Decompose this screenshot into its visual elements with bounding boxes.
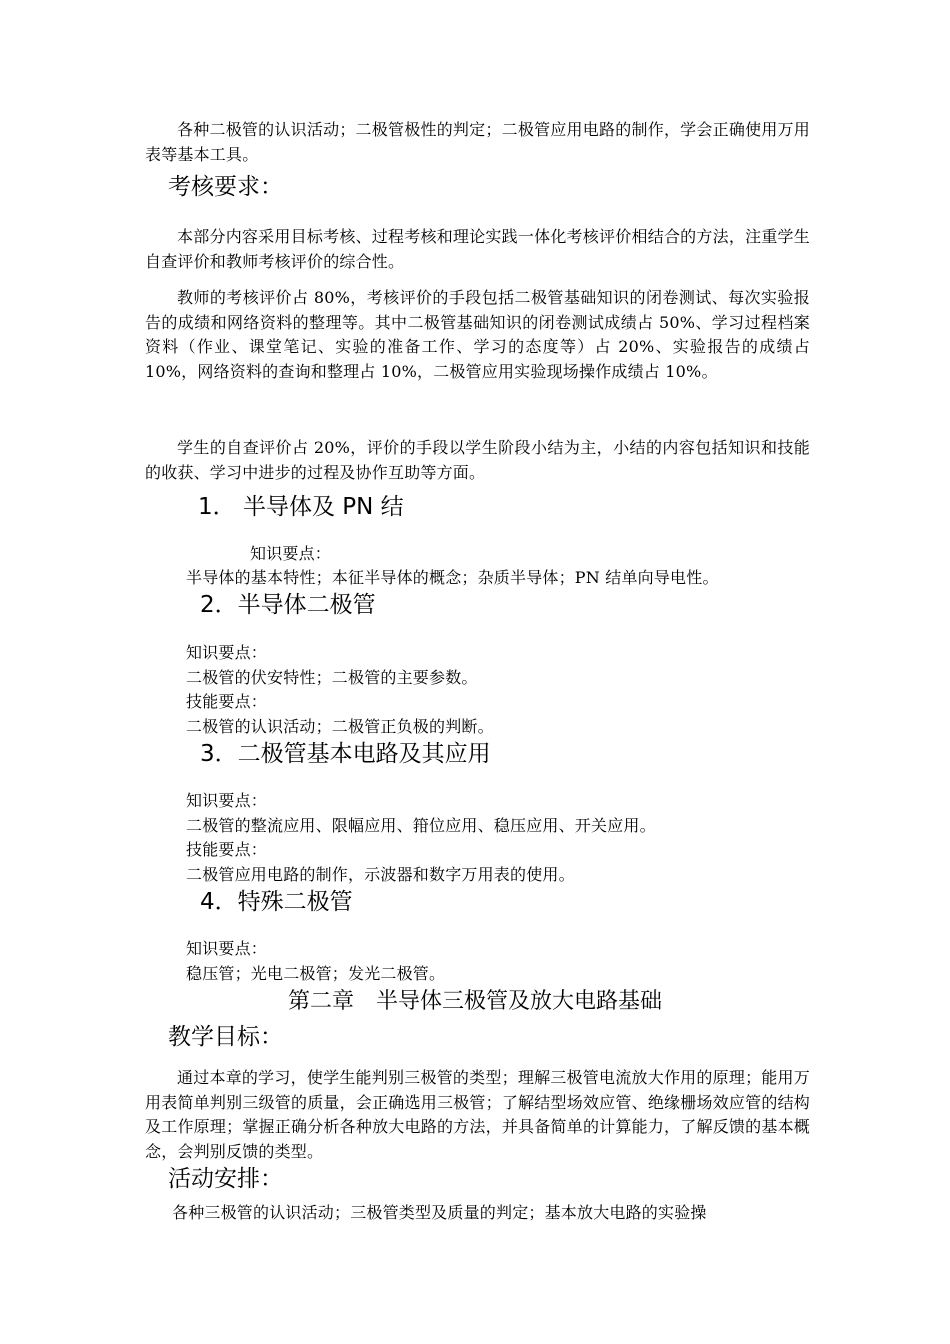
section-3-skill-text: 二极管应用电路的制作，示波器和数字万用表的使用。 [186,865,575,884]
section-2-knowledge-text: 二极管的伏安特性；二极管的主要参数。 [186,668,478,687]
activity-paragraph-2: 各种三极管的认识活动；三极管类型及质量的判定；基本放大电路的实验操 [172,1203,707,1222]
teaching-goals-paragraph: 通过本章的学习，使学生能判别三极管的类型；理解三极管电流放大作用的原理；能用万用表简单判别三级管的质量，会正确选用三极管；了解结型场效应管、绝缘栅场效应管的结构及工作原理；掌握正确分析各种放大电路的方法，并具备简单的计算能力，了解反馈的基本概念，会判别反馈的类型。 [145,1068,810,1161]
section-3-knowledge-label: 知识要点： [186,791,268,810]
section-3-knowledge-text: 二极管的整流应用、限幅应用、箝位应用、稳压应用、开关应用。 [186,816,656,835]
section-4-heading: 4．特殊二极管 [200,889,353,915]
section-3-skill-label: 技能要点： [186,840,268,859]
activity-heading: 活动安排： [168,1166,283,1192]
section-1-heading: 1． 半导体及 PN 结 [198,494,404,520]
section-2-skill-label: 技能要点： [186,692,268,711]
section-2-knowledge-label: 知识要点： [186,643,268,662]
section-4-knowledge-text: 稳压管；光电二极管；发光二极管。 [186,964,446,983]
activity-paragraph-1: 各种二极管的认识活动；二极管极性的判定；二极管应用电路的制作，学会正确使用万用表等基本工具。 [145,120,810,164]
section-1-knowledge-label: 知识要点： [250,544,332,563]
assessment-heading: 考核要求： [168,174,283,200]
section-2-skill-text: 二极管的认识活动；二极管正负极的判断。 [186,717,494,736]
section-4-knowledge-label: 知识要点： [186,939,268,958]
assessment-paragraph-1: 本部分内容采用目标考核、过程考核和理论实践一体化考核评价相结合的方法，注重学生自查评价和教师考核评价的综合性。 [145,227,810,271]
section-2-heading: 2．半导体二极管 [200,592,376,618]
chapter-2-title: 第二章 半导体三极管及放大电路基础 [287,989,662,1014]
section-3-heading: 3．二极管基本电路及其应用 [200,741,491,767]
assessment-paragraph-2: 教师的考核评价占 80%，考核评价的手段包括二极管基础知识的闭卷测试、每次实验报告的成绩和网络资料的整理等。其中二极管基础知识的闭卷测试成绩占 50%、学习过程档案资料（作业、课堂笔记、实验的准备工作、学习的态度等）占 20%、实验报告的成绩占 10%，网络资料的查询和整理占 10%，二极管应用实验现场操作成绩占 10%。 [145,288,810,381]
assessment-paragraph-3: 学生的自查评价占 20%，评价的手段以学生阶段小结为主，小结的内容包括知识和技能的收获、学习中进步的过程及协作互助等方面。 [145,438,810,482]
section-1-knowledge-text: 半导体的基本特性；本征半导体的概念；杂质半导体；PN 结单向导电性。 [186,568,719,587]
teaching-goals-heading: 教学目标： [168,1024,283,1050]
